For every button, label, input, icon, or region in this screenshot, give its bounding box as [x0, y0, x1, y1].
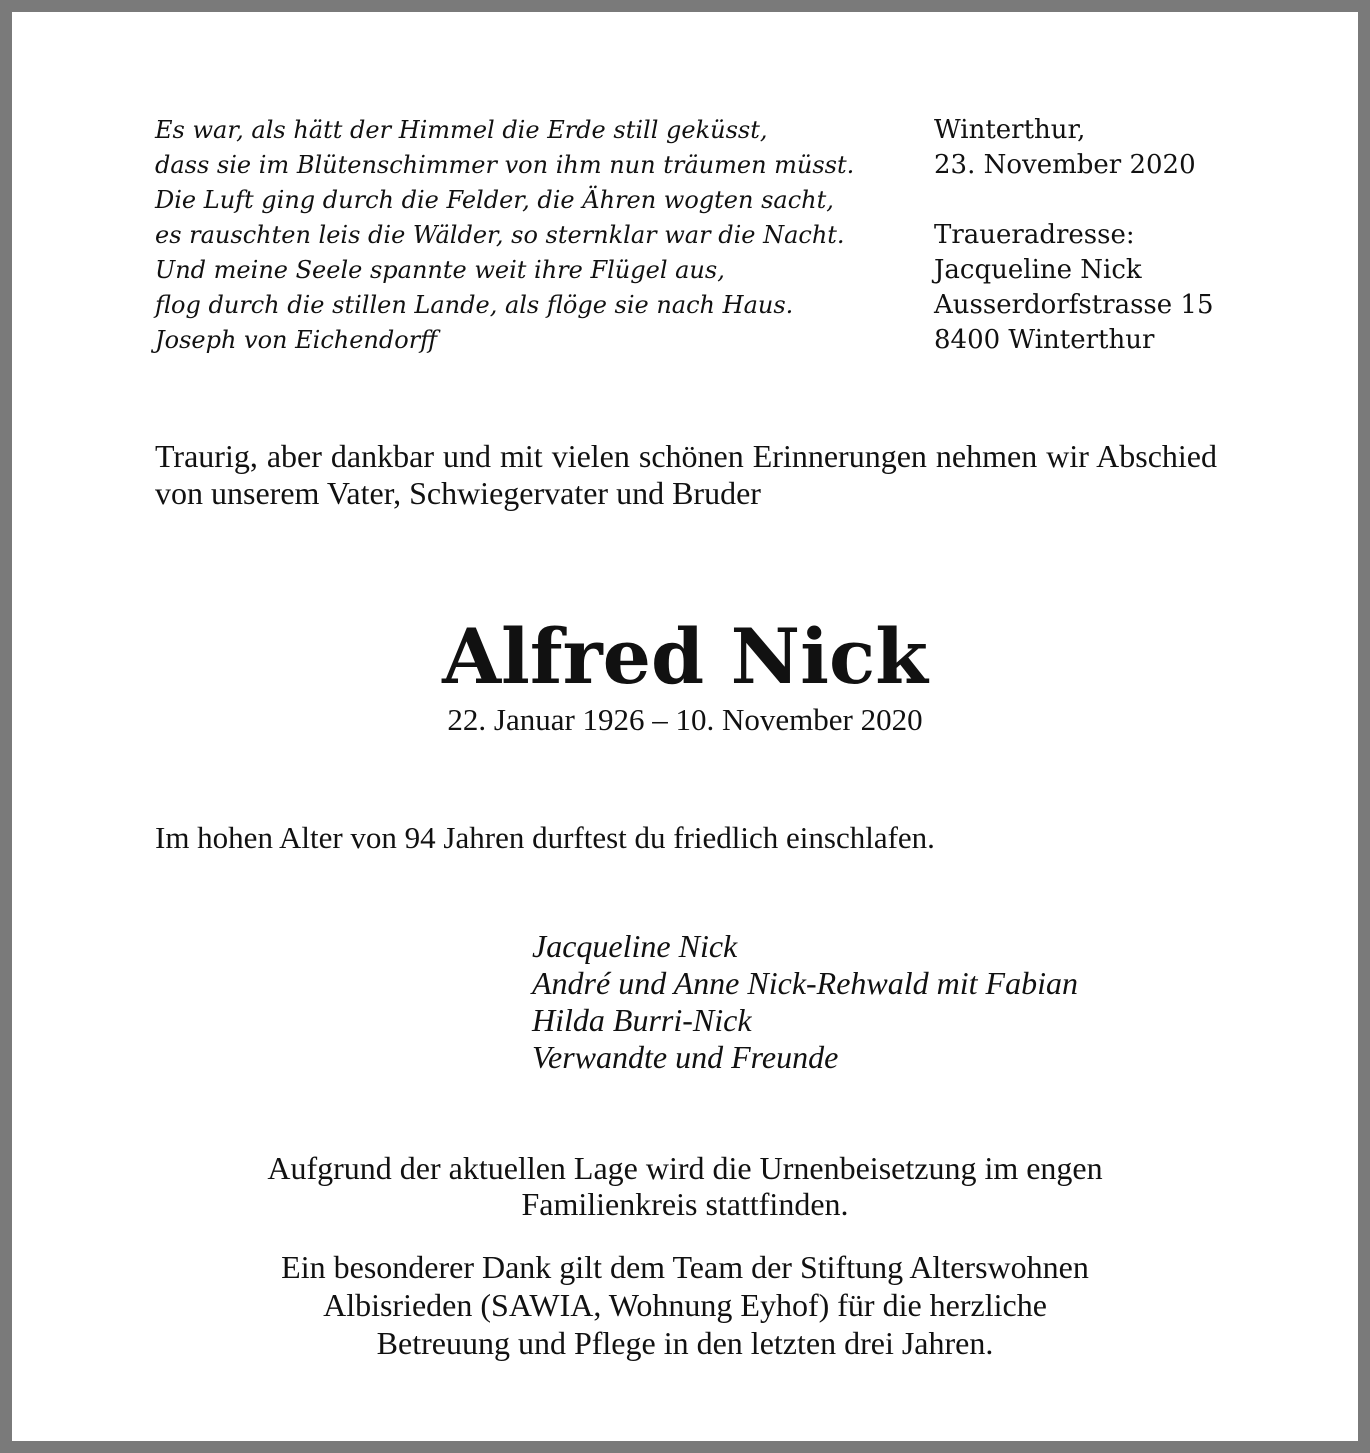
thanks-note-line: Ein besonderer Dank gilt dem Team der Stiftung Alterswohnen	[281, 1249, 1089, 1285]
burial-note	[112, 1150, 1258, 1222]
mourner: André und Anne Nick-Rehwald mit Fabian	[532, 965, 1078, 1001]
address-name: Jacqueline Nick	[934, 255, 1142, 285]
place-date-address	[934, 113, 1234, 358]
thanks-note-line: Betreuung und Pflege in den letzten drei Jahren.	[376, 1325, 994, 1361]
address-city: 8400 Winterthur	[934, 325, 1155, 355]
poem-line: es rauschten leis die Wälder, so sternklar war die Nacht.	[155, 221, 845, 249]
poem	[155, 113, 895, 358]
poem-line: Die Luft ging durch die Felder, die Ähren wogten sacht,	[155, 186, 834, 214]
farewell-sentence: Im hohen Alter von 94 Jahren durftest du friedlich einschlafen.	[155, 820, 935, 855]
thanks-note	[112, 1248, 1258, 1362]
place: Winterthur,	[934, 115, 1086, 145]
deceased-name: Alfred Nick	[442, 612, 928, 701]
mourners-list	[532, 928, 1252, 1076]
mourner: Jacqueline Nick	[532, 928, 738, 964]
poem-line: Es war, als hätt der Himmel die Erde still geküsst,	[155, 116, 768, 144]
address-street: Ausserdorfstrasse 15	[934, 290, 1214, 320]
poem-line: dass sie im Blütenschimmer von ihm nun träumen müsst.	[155, 151, 855, 179]
thanks-note-line: Albisrieden (SAWIA, Wohnung Eyhof) für die herzliche	[323, 1287, 1047, 1323]
publication-date: 23. November 2020	[934, 150, 1196, 180]
address-label: Traueradresse:	[934, 220, 1135, 250]
intro-text: Traurig, aber dankbar und mit vielen schönen Erinnerungen nehmen wir Abschied von unserem Vater, Schwiegervater und Bruder	[155, 438, 1217, 511]
poem-line: Und meine Seele spannte weit ihre Flügel aus,	[155, 256, 725, 284]
poem-author: Joseph von Eichendorff	[155, 326, 438, 354]
life-dates: 22. Januar 1926 – 10. November 2020	[447, 702, 923, 737]
obituary-page	[12, 12, 1358, 1441]
burial-note-line: Aufgrund der aktuellen Lage wird die Urnenbeisetzung im engen	[267, 1150, 1103, 1186]
poem-line: flog durch die stillen Lande, als flöge sie nach Haus.	[155, 291, 794, 319]
burial-note-line: Familienkreis stattfinden.	[521, 1186, 849, 1222]
mourner: Hilda Burri-Nick	[532, 1002, 752, 1038]
mourner: Verwandte und Freunde	[532, 1039, 839, 1075]
spacer	[934, 183, 1234, 218]
